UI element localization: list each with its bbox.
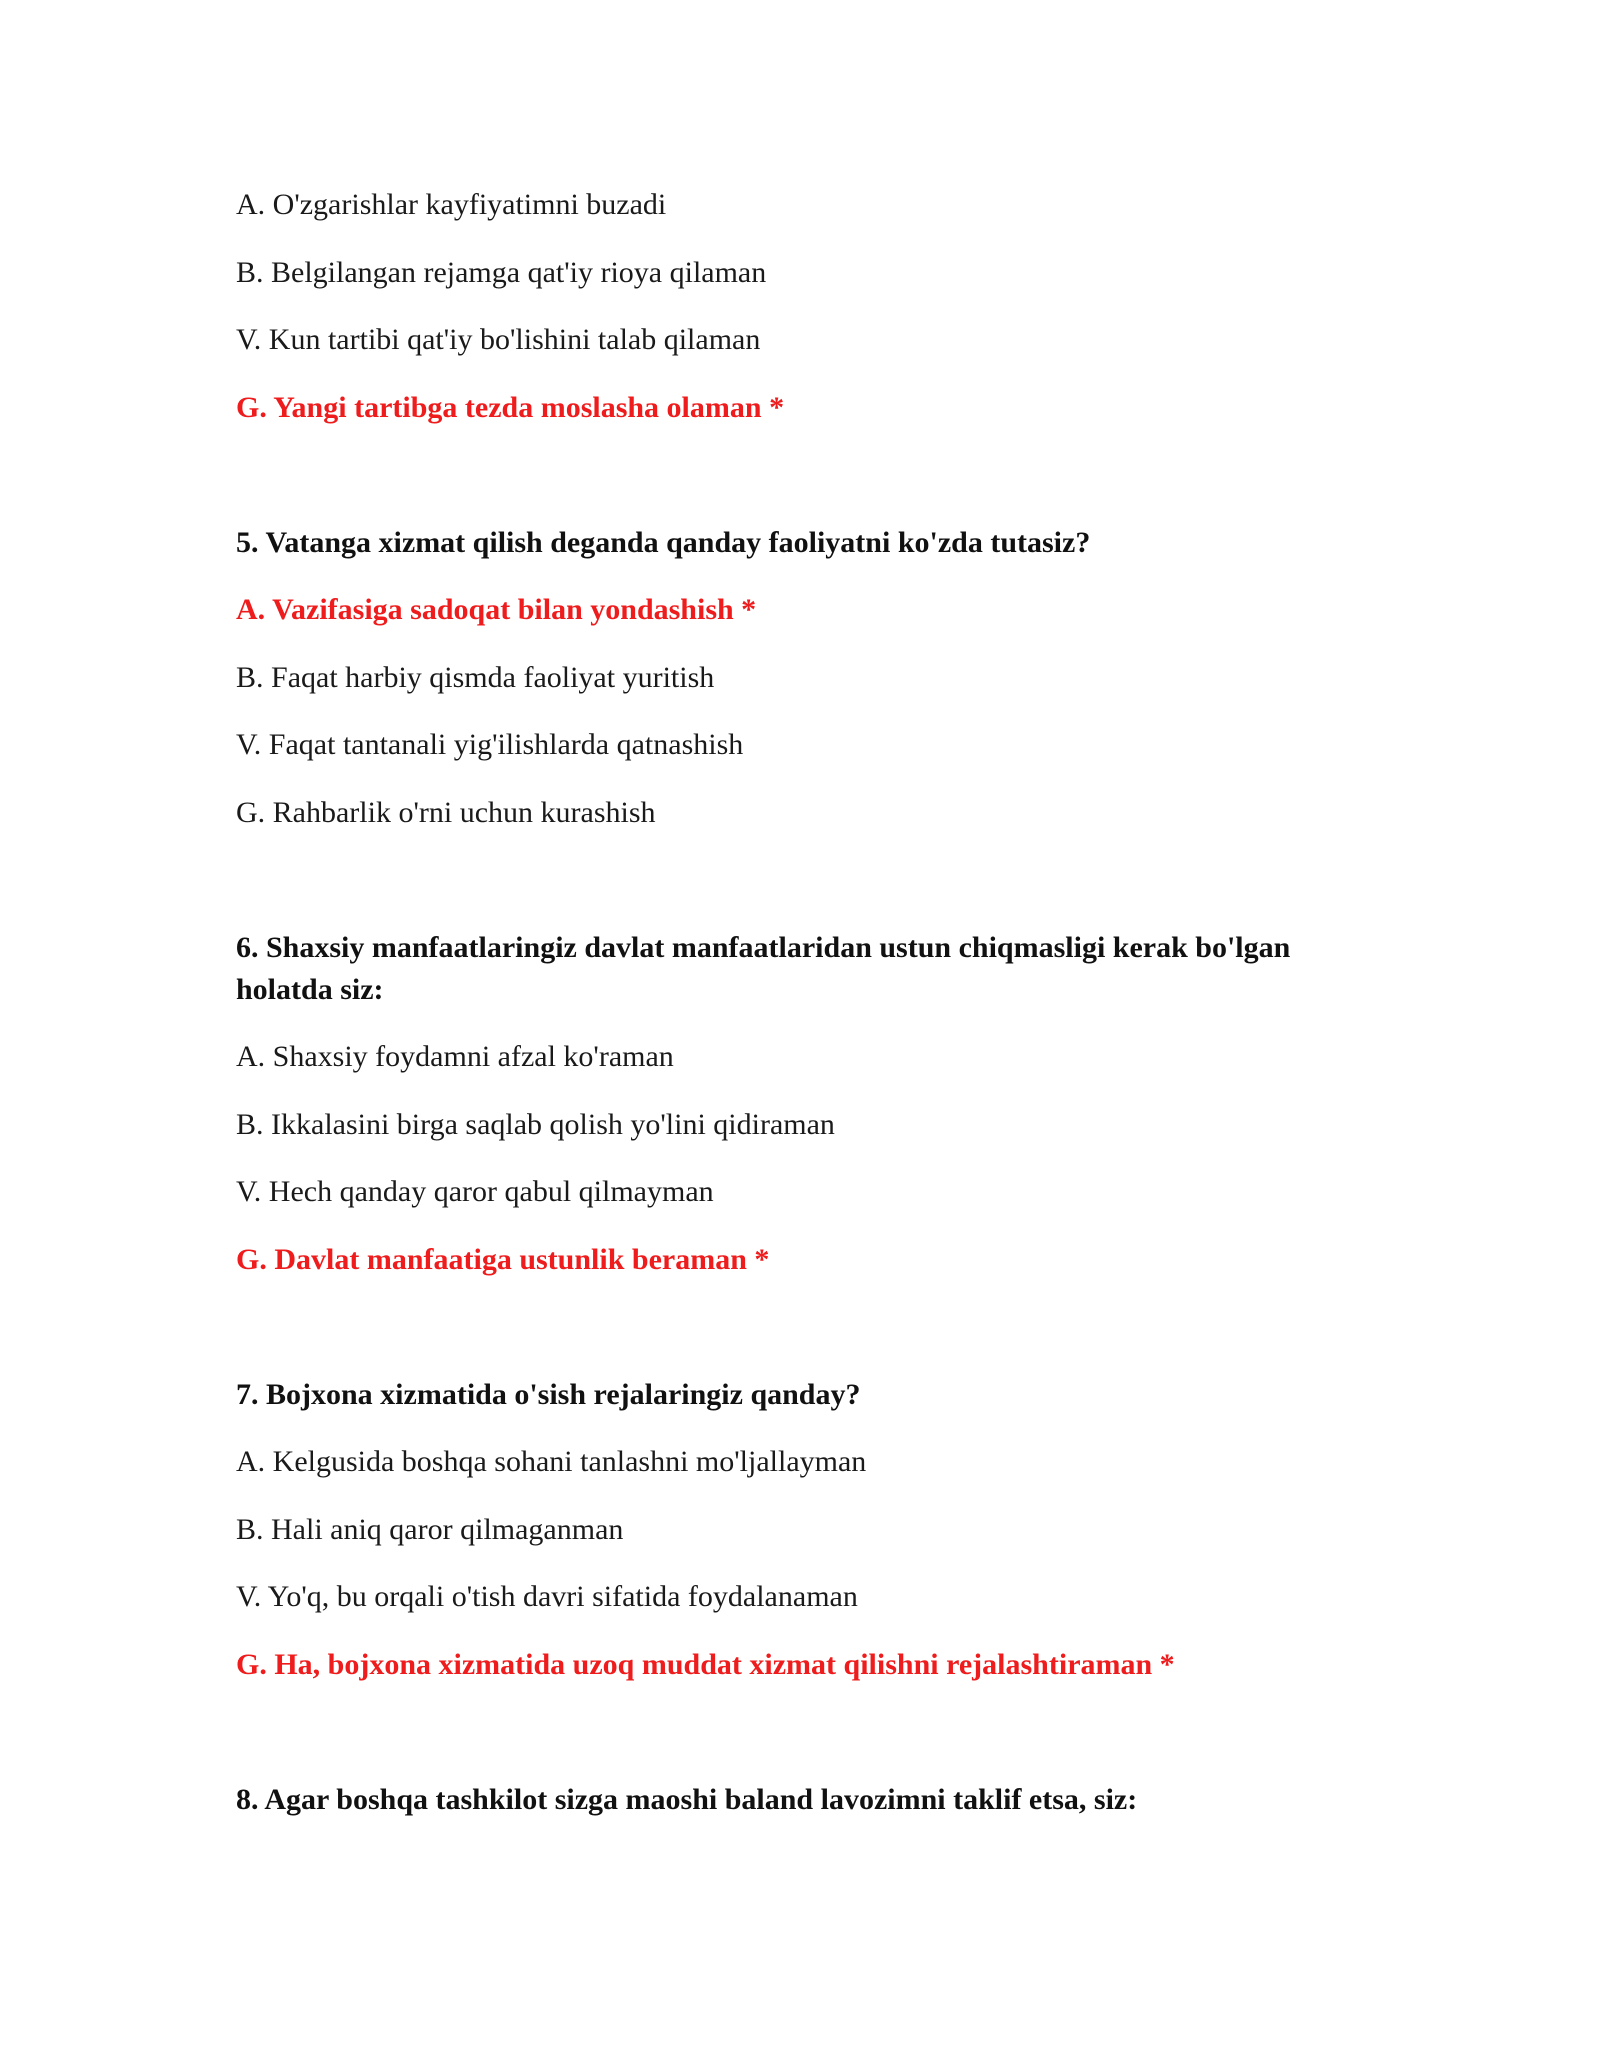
answer-option: V. Faqat tantanali yig'ilishlarda qatnashish xyxy=(236,728,744,761)
question-7 xyxy=(236,1374,1386,1686)
answer-option: V. Yo'q, bu orqali o'tish davri sifatida foydalanaman xyxy=(236,1580,858,1613)
answer-option: B. Hali aniq qaror qilmaganman xyxy=(236,1512,624,1546)
question-text: 8. Agar boshqa tashkilot sizga maoshi baland lavozimni taklif etsa, siz: xyxy=(236,1782,1138,1816)
question-text: 7. Bojxona xizmatida o'sish rejalaringiz qanday? xyxy=(236,1377,861,1411)
correct-answer-option: A. Vazifasiga sadoqat bilan yondashish * xyxy=(236,593,757,626)
answer-option: B. Ikkalasini birga saqlab qolish yo'lini qidiraman xyxy=(236,1107,835,1141)
answer-option: A. Shaxsiy foydamni afzal ko'raman xyxy=(236,1040,674,1073)
answer-option: V. Hech qanday qaror qabul qilmayman xyxy=(236,1175,714,1208)
answer-option: V. Kun tartibi qat'iy bo'lishini talab qilaman xyxy=(236,323,761,356)
answer-option: G. Rahbarlik o'rni uchun kurashish xyxy=(236,795,656,829)
question-5 xyxy=(236,522,1386,834)
question-text: 6. Shaxsiy manfaatlaringiz davlat manfaatlaridan ustun chiqmasligi kerak bo'lgan holatda siz: xyxy=(236,930,1291,1006)
question-text: 5. Vatanga xizmat qilish deganda qanday faoliyatni ko'zda tutasiz? xyxy=(236,525,1091,559)
question-8 xyxy=(236,1779,1386,1821)
correct-answer-option: G. Ha, bojxona xizmatida uzoq muddat xizmat qilishni rejalashtiraman * xyxy=(236,1647,1175,1681)
previous-question-options xyxy=(236,184,1386,429)
answer-option: A. O'zgarishlar kayfiyatimni buzadi xyxy=(236,188,667,221)
answer-option: A. Kelgusida boshqa sohani tanlashni mo'ljallayman xyxy=(236,1445,867,1478)
spacer xyxy=(236,1306,1386,1374)
spacer xyxy=(236,859,1386,927)
quiz-content xyxy=(236,184,1386,1846)
correct-answer-option: G. Yangi tartibga tezda moslasha olaman * xyxy=(236,390,785,424)
answer-option: B. Faqat harbiy qismda faoliyat yuritish xyxy=(236,660,715,694)
spacer xyxy=(236,1711,1386,1779)
spacer xyxy=(236,454,1386,522)
question-6 xyxy=(236,927,1386,1281)
answer-option: B. Belgilangan rejamga qat'iy rioya qilaman xyxy=(236,255,767,289)
correct-answer-option: G. Davlat manfaatiga ustunlik beraman * xyxy=(236,1242,770,1276)
